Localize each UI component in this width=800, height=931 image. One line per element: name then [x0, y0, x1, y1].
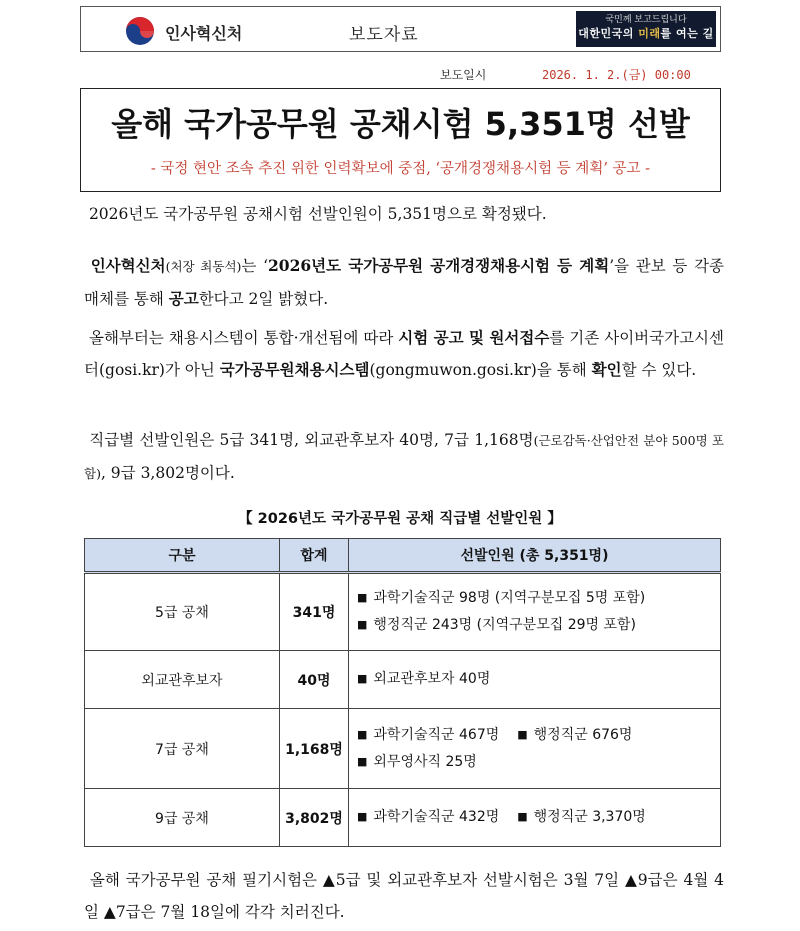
- detail-item: ■ 외무영사직 25명: [357, 749, 719, 776]
- row-total: 3,802명: [280, 789, 349, 847]
- row-category: 5급 공채: [85, 573, 280, 651]
- agency-name: 인사혁신처: [165, 24, 243, 43]
- table-row: [85, 573, 721, 651]
- detail-item: ■ 과학기술직군 467명: [357, 727, 499, 743]
- paragraph-5: 올해 국가공무원 공채 필기시험은 ▲5급 및 외교관후보자 선발시험은 3월 7일 ▲9급은 4월 4일 ▲7급은 7월 18일에 각각 치러진다.: [84, 871, 724, 921]
- header-category: 구분: [85, 539, 280, 573]
- row-category: 7급 공채: [85, 709, 280, 789]
- release-date-row: [440, 66, 691, 83]
- row-details: [349, 709, 721, 789]
- release-date-label: 보도일시: [440, 68, 487, 82]
- row-category: 외교관후보자: [85, 651, 280, 709]
- table-title: 【 2026년도 국가공무원 공채 직급별 선발인원 】: [238, 511, 562, 527]
- table-row: [85, 651, 721, 709]
- row-details: [349, 651, 721, 709]
- document-type: 보도자료: [349, 25, 419, 45]
- paragraph-1: 2026년도 국가공무원 공채시험 선발인원이 5,351명으로 확정됐다.: [88, 205, 547, 223]
- header-box: [80, 6, 721, 52]
- paragraph-4: 직급별 선발인원은 5급 341명, 외교관후보자 40명, 7급 1,168명(근로감독·산업안전 분야 500명 포함), 9급 3,802명이다.: [84, 431, 724, 482]
- table-row: [85, 709, 721, 789]
- header-details: 선발인원 (총 5,351명): [349, 539, 721, 573]
- slogan-line-2: 대한민국의 미래를 여는 길: [578, 27, 714, 40]
- table-header-row: [85, 539, 721, 573]
- detail-item: ■ 외교관후보자 40명: [357, 666, 719, 693]
- government-emblem-icon: [125, 16, 155, 46]
- page-title: 올해 국가공무원 공채시험 5,351명 선발: [111, 105, 690, 143]
- row-total: 1,168명: [280, 709, 349, 789]
- detail-item: ■ 과학기술직군 432명: [357, 809, 499, 825]
- row-details: [349, 789, 721, 847]
- recruitment-table: [84, 538, 721, 847]
- detail-item: ■ 행정직군 3,370명: [517, 809, 646, 825]
- row-total: 40명: [280, 651, 349, 709]
- detail-item: ■ 행정직군 676명: [517, 727, 632, 743]
- row-details: [349, 573, 721, 651]
- release-date-value: 2026. 1. 2.(금) 00:00: [542, 68, 691, 82]
- title-box: [80, 88, 721, 192]
- header-total: 합계: [280, 539, 349, 573]
- paragraph-2: 인사혁신처(처장 최동석)는 ‘2026년도 국가공무원 공개경쟁채용시험 등 계획’을 관보 등 각종 매체를 통해 공고한다고 2일 밝혔다.: [84, 256, 725, 308]
- row-category: 9급 공채: [85, 789, 280, 847]
- slogan-banner: [576, 11, 716, 47]
- detail-item: ■ 과학기술직군 98명 (지역구분모집 5명 포함): [357, 585, 719, 612]
- page-subtitle: - 국정 현안 조속 추진 위한 인력확보에 중점, ‘공개경쟁채용시험 등 계획’ 공고 -: [150, 161, 651, 177]
- detail-item: ■ 행정직군 243명 (지역구분모집 29명 포함): [357, 612, 719, 639]
- paragraph-3: 올해부터는 채용시스템이 통합·개선됨에 따라 시험 공고 및 원서접수를 기존 사이버국가고시센터(gosi.kr)가 아닌 국가공무원채용시스템(gongmuwon.gosi.kr)을 통해 확인할 수 있다.: [84, 328, 725, 379]
- row-total: 341명: [280, 573, 349, 651]
- table-row: [85, 789, 721, 847]
- slogan-line-1: 국민께 보고드립니다: [605, 15, 687, 25]
